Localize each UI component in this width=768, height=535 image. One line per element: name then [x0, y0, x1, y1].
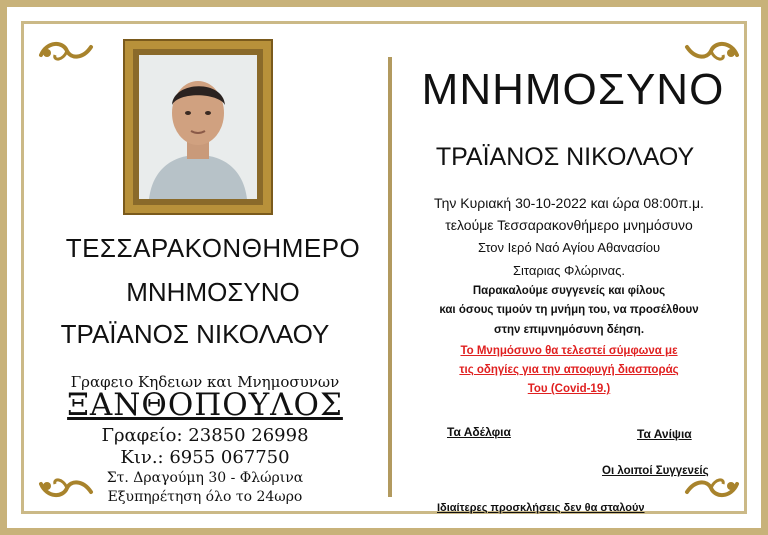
church-name: Στον Ιερό Ναό Αγίου Αθανασίου	[477, 240, 661, 255]
covid-notice-2: τις οδηγίες για την αποφυγή διασποράς	[459, 364, 679, 376]
right-name: ΤΡΑΪΑΝΟΣ ΝΙΚΟΛΑΟΥ	[435, 143, 695, 171]
invite-line-1: Παρακαλούμε συγγενείς και φίλους	[472, 285, 666, 297]
footer-note: Ιδιαίτερες προσκλήσεις δεν θα σταλούν	[437, 502, 645, 514]
right-title: ΜΝΗΜΟΣΥΝΟ	[421, 65, 725, 114]
person-portrait-icon	[139, 55, 257, 199]
left-heading: ΤΕΣΣΑΡΑΚΟΝΘΗΜΕΡΟ	[65, 233, 361, 263]
left-subheading: ΜΝΗΜΟΣΥΝΟ	[126, 277, 300, 307]
service-hours: Εξυπηρέτηση όλο το 24ωρο	[107, 489, 303, 505]
brand-name: ΞΑΝΘΟΠΟΥΛΟΣ	[67, 387, 343, 423]
signature-relatives: Οι λοιποί Συγγενείς	[602, 465, 709, 477]
church-location: Σιταριας Φλώρινας.	[512, 263, 626, 278]
office-label: Γραφειο Κηδειων και Μνημοσυνων	[70, 373, 340, 391]
invite-line-3: στην επιμνημόσυνη δέηση.	[493, 324, 645, 336]
ceremony-date: Την Κυριακή 30-10-2022 και ώρα 08:00π.μ.	[434, 195, 704, 211]
portrait-frame	[125, 41, 271, 213]
ornament-bottom-right-icon	[683, 474, 741, 502]
covid-notice-1: Το Μνημόσυνο θα τελεστεί σύμφωνα με	[460, 345, 678, 357]
ornament-top-right-icon	[683, 37, 741, 65]
ornament-top-left-icon	[37, 37, 95, 65]
portrait-photo	[139, 55, 257, 199]
office-phone: Γραφείο: 23850 26998	[101, 425, 309, 446]
mobile-phone: Κιν.: 6955 067750	[120, 447, 290, 468]
ceremony-desc: τελούμε Τεσσαρακονθήμερο μνημόσυνο	[445, 217, 693, 233]
covid-notice-3: Του (Covid-19.)	[527, 383, 611, 395]
signature-siblings: Τα Αδέλφια	[447, 425, 511, 439]
invite-line-2: και όσους τιμούν τη μνήμη του, να προσέλθουν	[439, 304, 699, 316]
left-name: ΤΡΑΪΑΝΟΣ ΝΙΚΟΛΑΟΥ	[60, 319, 330, 349]
signature-nephews: Τα Ανίψια	[637, 427, 692, 441]
address: Στ. Δραγούμη 30 - Φλώρινα	[106, 470, 304, 486]
